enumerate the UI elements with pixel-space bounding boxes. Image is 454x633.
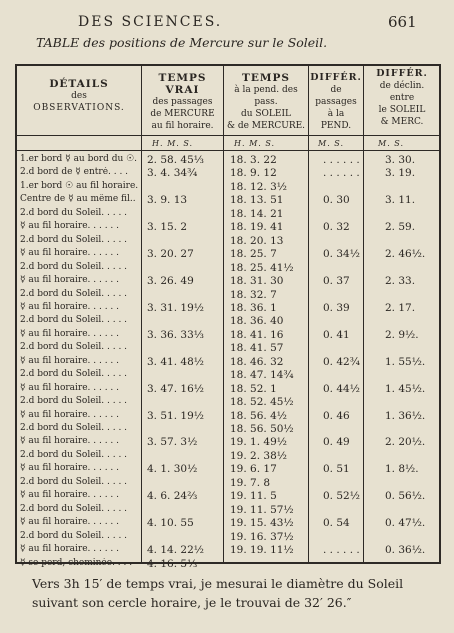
temps-pendule-cell: 18. 25. 41½ bbox=[230, 261, 294, 274]
temps-pendule-cell: 19. 7. 8 bbox=[230, 476, 271, 489]
observation-cell: 2.d bord du Soleil. . . . . bbox=[20, 261, 128, 272]
temps-pendule-cell: 18. 47. 14¾ bbox=[230, 369, 294, 382]
units-temps-vrai: H. M. S. bbox=[152, 139, 194, 148]
diff-passages-cell: 0. 46 bbox=[323, 409, 350, 422]
temps-pendule-cell: 18. 9. 12 bbox=[230, 167, 277, 180]
temps-vrai-cell: 3. 9. 13 bbox=[147, 194, 188, 207]
diff-declin-cell: 0. 47½. bbox=[385, 517, 426, 530]
temps-pendule-cell: 19. 16. 37½ bbox=[230, 530, 294, 543]
diff-declin-cell: 0. 36½. bbox=[385, 544, 426, 557]
temps-pendule-cell: 19. 11. 57½ bbox=[230, 503, 294, 516]
units-divider bbox=[15, 150, 441, 151]
observation-cell: 2.d bord du Soleil. . . . . bbox=[20, 476, 128, 487]
diff-declin-cell: 1. 45½. bbox=[385, 382, 426, 395]
temps-pendule-cell: 18. 46. 32 bbox=[230, 355, 284, 368]
diff-passages-cell: . . . . . . bbox=[323, 154, 360, 166]
observation-cell: ☿ au fil horaire. . . . . . bbox=[20, 355, 120, 366]
observation-cell: Centre de ☿ au même fil.. bbox=[20, 194, 136, 205]
footer-text: Vers 3h 15′ de temps vrai, je mesurai le diamètre du Soleil suivant son cercle horaire, je le trouvai de 32′ 26.″ bbox=[32, 576, 404, 610]
temps-vrai-cell: 3. 57. 3½ bbox=[147, 436, 198, 449]
diff-declin-cell: 3. 11. bbox=[385, 194, 416, 207]
observation-cell: 2.d bord du Soleil. . . . . bbox=[20, 288, 128, 299]
temps-vrai-cell: 4. 1. 30½ bbox=[147, 463, 198, 476]
header-temps-vrai: TEMPS VRAI des passages de MERCURE au fil horaire. bbox=[150, 72, 215, 131]
temps-vrai-cell: 4. 16. 5⅓ bbox=[147, 557, 198, 570]
temps-vrai-cell: 3. 31. 19½ bbox=[147, 301, 204, 314]
diff-declin-cell: 2. 33. bbox=[385, 275, 416, 288]
temps-pendule-cell: 19. 1. 49½ bbox=[230, 436, 287, 449]
diff-declin-cell: 1. 55½. bbox=[385, 355, 426, 368]
page-number: 661 bbox=[388, 13, 417, 31]
diff-declin-cell: 2. 17. bbox=[385, 301, 416, 314]
temps-pendule-cell: 19. 11. 5 bbox=[230, 490, 277, 503]
temps-vrai-cell: 4. 14. 22½ bbox=[147, 544, 204, 557]
diff-passages-cell: 0. 51 bbox=[323, 463, 350, 476]
temps-vrai-cell: 3. 36. 33⅓ bbox=[147, 328, 204, 341]
observation-cell: 1.er bord ☿ au bord du ☉. bbox=[20, 154, 138, 164]
temps-vrai-cell: 3. 47. 16½ bbox=[147, 382, 204, 395]
observation-cell: ☿ au fil horaire. . . . . . bbox=[20, 463, 120, 474]
observation-cell: 2.d bord du Soleil. . . . . bbox=[20, 530, 128, 541]
temps-vrai-cell: 3. 26. 49 bbox=[147, 275, 194, 288]
diff-passages-cell: 0. 39 bbox=[323, 301, 350, 314]
temps-pendule-cell: 18. 56. 50½ bbox=[230, 423, 294, 435]
temps-vrai-cell: 3. 51. 19½ bbox=[147, 409, 204, 422]
temps-pendule-cell: 19. 6. 17 bbox=[230, 463, 277, 476]
units-temps: H. M. S. bbox=[234, 139, 276, 148]
observation-cell: 2.d bord du Soleil. . . . . bbox=[20, 315, 128, 326]
temps-pendule-cell: 18. 12. 3½ bbox=[230, 180, 287, 193]
observation-cell: 2.d bord du Soleil. . . . . bbox=[20, 369, 128, 380]
observation-cell: ☿ au fil horaire. . . . . . bbox=[20, 436, 120, 447]
diff-passages-cell: . . . . . . bbox=[323, 167, 360, 180]
diff-passages-cell: 0. 37 bbox=[323, 275, 350, 288]
temps-pendule-cell: 18. 36. 40 bbox=[230, 315, 284, 328]
header-temps: TEMPS à la pend. des pass. du SOLEIL & de MERCURE. bbox=[226, 72, 306, 131]
observation-cell: 2.d bord du Soleil. . . . . bbox=[20, 423, 128, 433]
temps-pendule-cell: 18. 25. 7 bbox=[230, 248, 277, 261]
diff-passages-cell: 0. 49 bbox=[323, 436, 350, 449]
header-diff-declin: DIFFÉR. de déclin. entre le SOLEIL & MERC. bbox=[376, 68, 428, 127]
temps-pendule-cell: 18. 14. 21 bbox=[230, 207, 284, 220]
observation-cell: ☿ au fil horaire. . . . . . bbox=[20, 544, 120, 555]
diff-declin-cell: 2. 46½. bbox=[385, 248, 426, 261]
diff-passages-cell: 0. 30 bbox=[323, 194, 350, 207]
diff-passages-cell: 0. 41 bbox=[323, 328, 350, 341]
temps-vrai-cell: 4. 10. 55 bbox=[147, 517, 194, 530]
temps-vrai-cell: 3. 4. 34¾ bbox=[147, 167, 198, 180]
temps-pendule-cell: 18. 56. 4½ bbox=[230, 409, 287, 422]
temps-pendule-cell: 18. 41. 16 bbox=[230, 328, 284, 341]
observation-cell: ☿ au fil horaire. . . . . . bbox=[20, 301, 120, 312]
observation-cell: ☿ au fil horaire. . . . . . bbox=[20, 382, 120, 393]
diff-passages-cell: 0. 34½ bbox=[323, 248, 360, 261]
observation-cell: ☿ au fil horaire. . . . . . bbox=[20, 248, 120, 259]
diff-declin-cell: 3. 19. bbox=[385, 167, 416, 180]
temps-pendule-cell: 19. 15. 43½ bbox=[230, 517, 294, 530]
diff-declin-cell: 2. 59. bbox=[385, 221, 416, 234]
table-title: TABLE des positions de Mercure sur le Soleil. bbox=[36, 35, 328, 50]
diff-passages-cell: 0. 54 bbox=[323, 517, 350, 530]
observation-cell: 2.d bord du Soleil. . . . . bbox=[20, 449, 128, 460]
diff-passages-cell: . . . . . . bbox=[323, 544, 360, 557]
diff-declin-cell: 1. 36½. bbox=[385, 409, 426, 422]
temps-pendule-cell: 18. 13. 51 bbox=[230, 194, 284, 207]
observation-cell: ☿ au fil horaire. . . . . . bbox=[20, 221, 120, 232]
temps-vrai-cell: 4. 6. 24⅔ bbox=[147, 490, 198, 503]
temps-pendule-cell: 19. 19. 11½ bbox=[230, 544, 294, 557]
temps-pendule-cell: 18. 36. 1 bbox=[230, 301, 277, 314]
diff-declin-cell: 2. 9½. bbox=[385, 328, 419, 341]
observation-cell: ☿ au fil horaire. . . . . . bbox=[20, 328, 120, 339]
header-divider bbox=[15, 135, 441, 136]
temps-vrai-cell: 2. 58. 45⅓ bbox=[147, 154, 204, 166]
observation-cell: ☿ au fil horaire. . . . . . bbox=[20, 409, 120, 420]
diff-passages-cell: 0. 52½ bbox=[323, 490, 360, 503]
diff-passages-cell: 0. 44½ bbox=[323, 382, 360, 395]
diff-passages-cell: 0. 42¾ bbox=[323, 355, 360, 368]
temps-pendule-cell: 18. 31. 30 bbox=[230, 275, 284, 288]
observation-cell: ☿ au fil horaire. . . . . . bbox=[20, 275, 120, 286]
diff-declin-cell: 2. 20½. bbox=[385, 436, 426, 449]
temps-pendule-cell: 18. 20. 13 bbox=[230, 234, 284, 247]
units-diff: M. S. bbox=[318, 139, 345, 148]
table-row bbox=[17, 558, 439, 573]
observation-cell: ☿ se perd, cheminée. . . . bbox=[20, 557, 133, 568]
observation-cell: 1.er bord ☉ au fil horaire. bbox=[20, 180, 139, 191]
observation-cell: 2.d bord du Soleil. . . . . bbox=[20, 207, 128, 218]
observation-cell: 2.d bord du Soleil. . . . . bbox=[20, 396, 128, 407]
temps-pendule-cell: 18. 3. 22 bbox=[230, 154, 277, 166]
observation-cell: 2.d bord du Soleil. . . . . bbox=[20, 503, 128, 514]
observation-cell: 2.d bord de ☿ entré. . . . bbox=[20, 167, 129, 178]
temps-pendule-cell: 18. 32. 7 bbox=[230, 288, 277, 301]
observation-cell: 2.d bord du Soleil. . . . . bbox=[20, 342, 128, 353]
observation-cell: ☿ au fil horaire. . . . . . bbox=[20, 490, 120, 501]
units-decl: M. S. bbox=[378, 139, 405, 148]
temps-pendule-cell: 19. 2. 38½ bbox=[230, 449, 287, 462]
running-header: DES SCIENCES. bbox=[78, 14, 223, 30]
observation-cell: ☿ au fil horaire. . . . . . bbox=[20, 517, 120, 528]
temps-pendule-cell: 18. 19. 41 bbox=[230, 221, 284, 234]
temps-pendule-cell: 18. 41. 57 bbox=[230, 342, 284, 355]
temps-vrai-cell: 3. 15. 2 bbox=[147, 221, 188, 234]
header-diff-passages: DIFFÉR. de passages à la PEND. bbox=[310, 72, 362, 131]
header-details: DÉTAILS des OBSERVATIONS. bbox=[33, 78, 125, 113]
temps-pendule-cell: 18. 52. 1 bbox=[230, 382, 277, 395]
temps-vrai-cell: 3. 20. 27 bbox=[147, 248, 194, 261]
diff-declin-cell: 0. 56½. bbox=[385, 490, 426, 503]
diff-passages-cell: 0. 32 bbox=[323, 221, 350, 234]
temps-vrai-cell: 3. 41. 48½ bbox=[147, 355, 204, 368]
temps-pendule-cell: 18. 52. 45½ bbox=[230, 396, 294, 409]
observation-cell: 2.d bord du Soleil. . . . . bbox=[20, 234, 128, 245]
diff-declin-cell: 3. 30. bbox=[385, 154, 416, 166]
diff-declin-cell: 1. 8½. bbox=[385, 463, 419, 476]
